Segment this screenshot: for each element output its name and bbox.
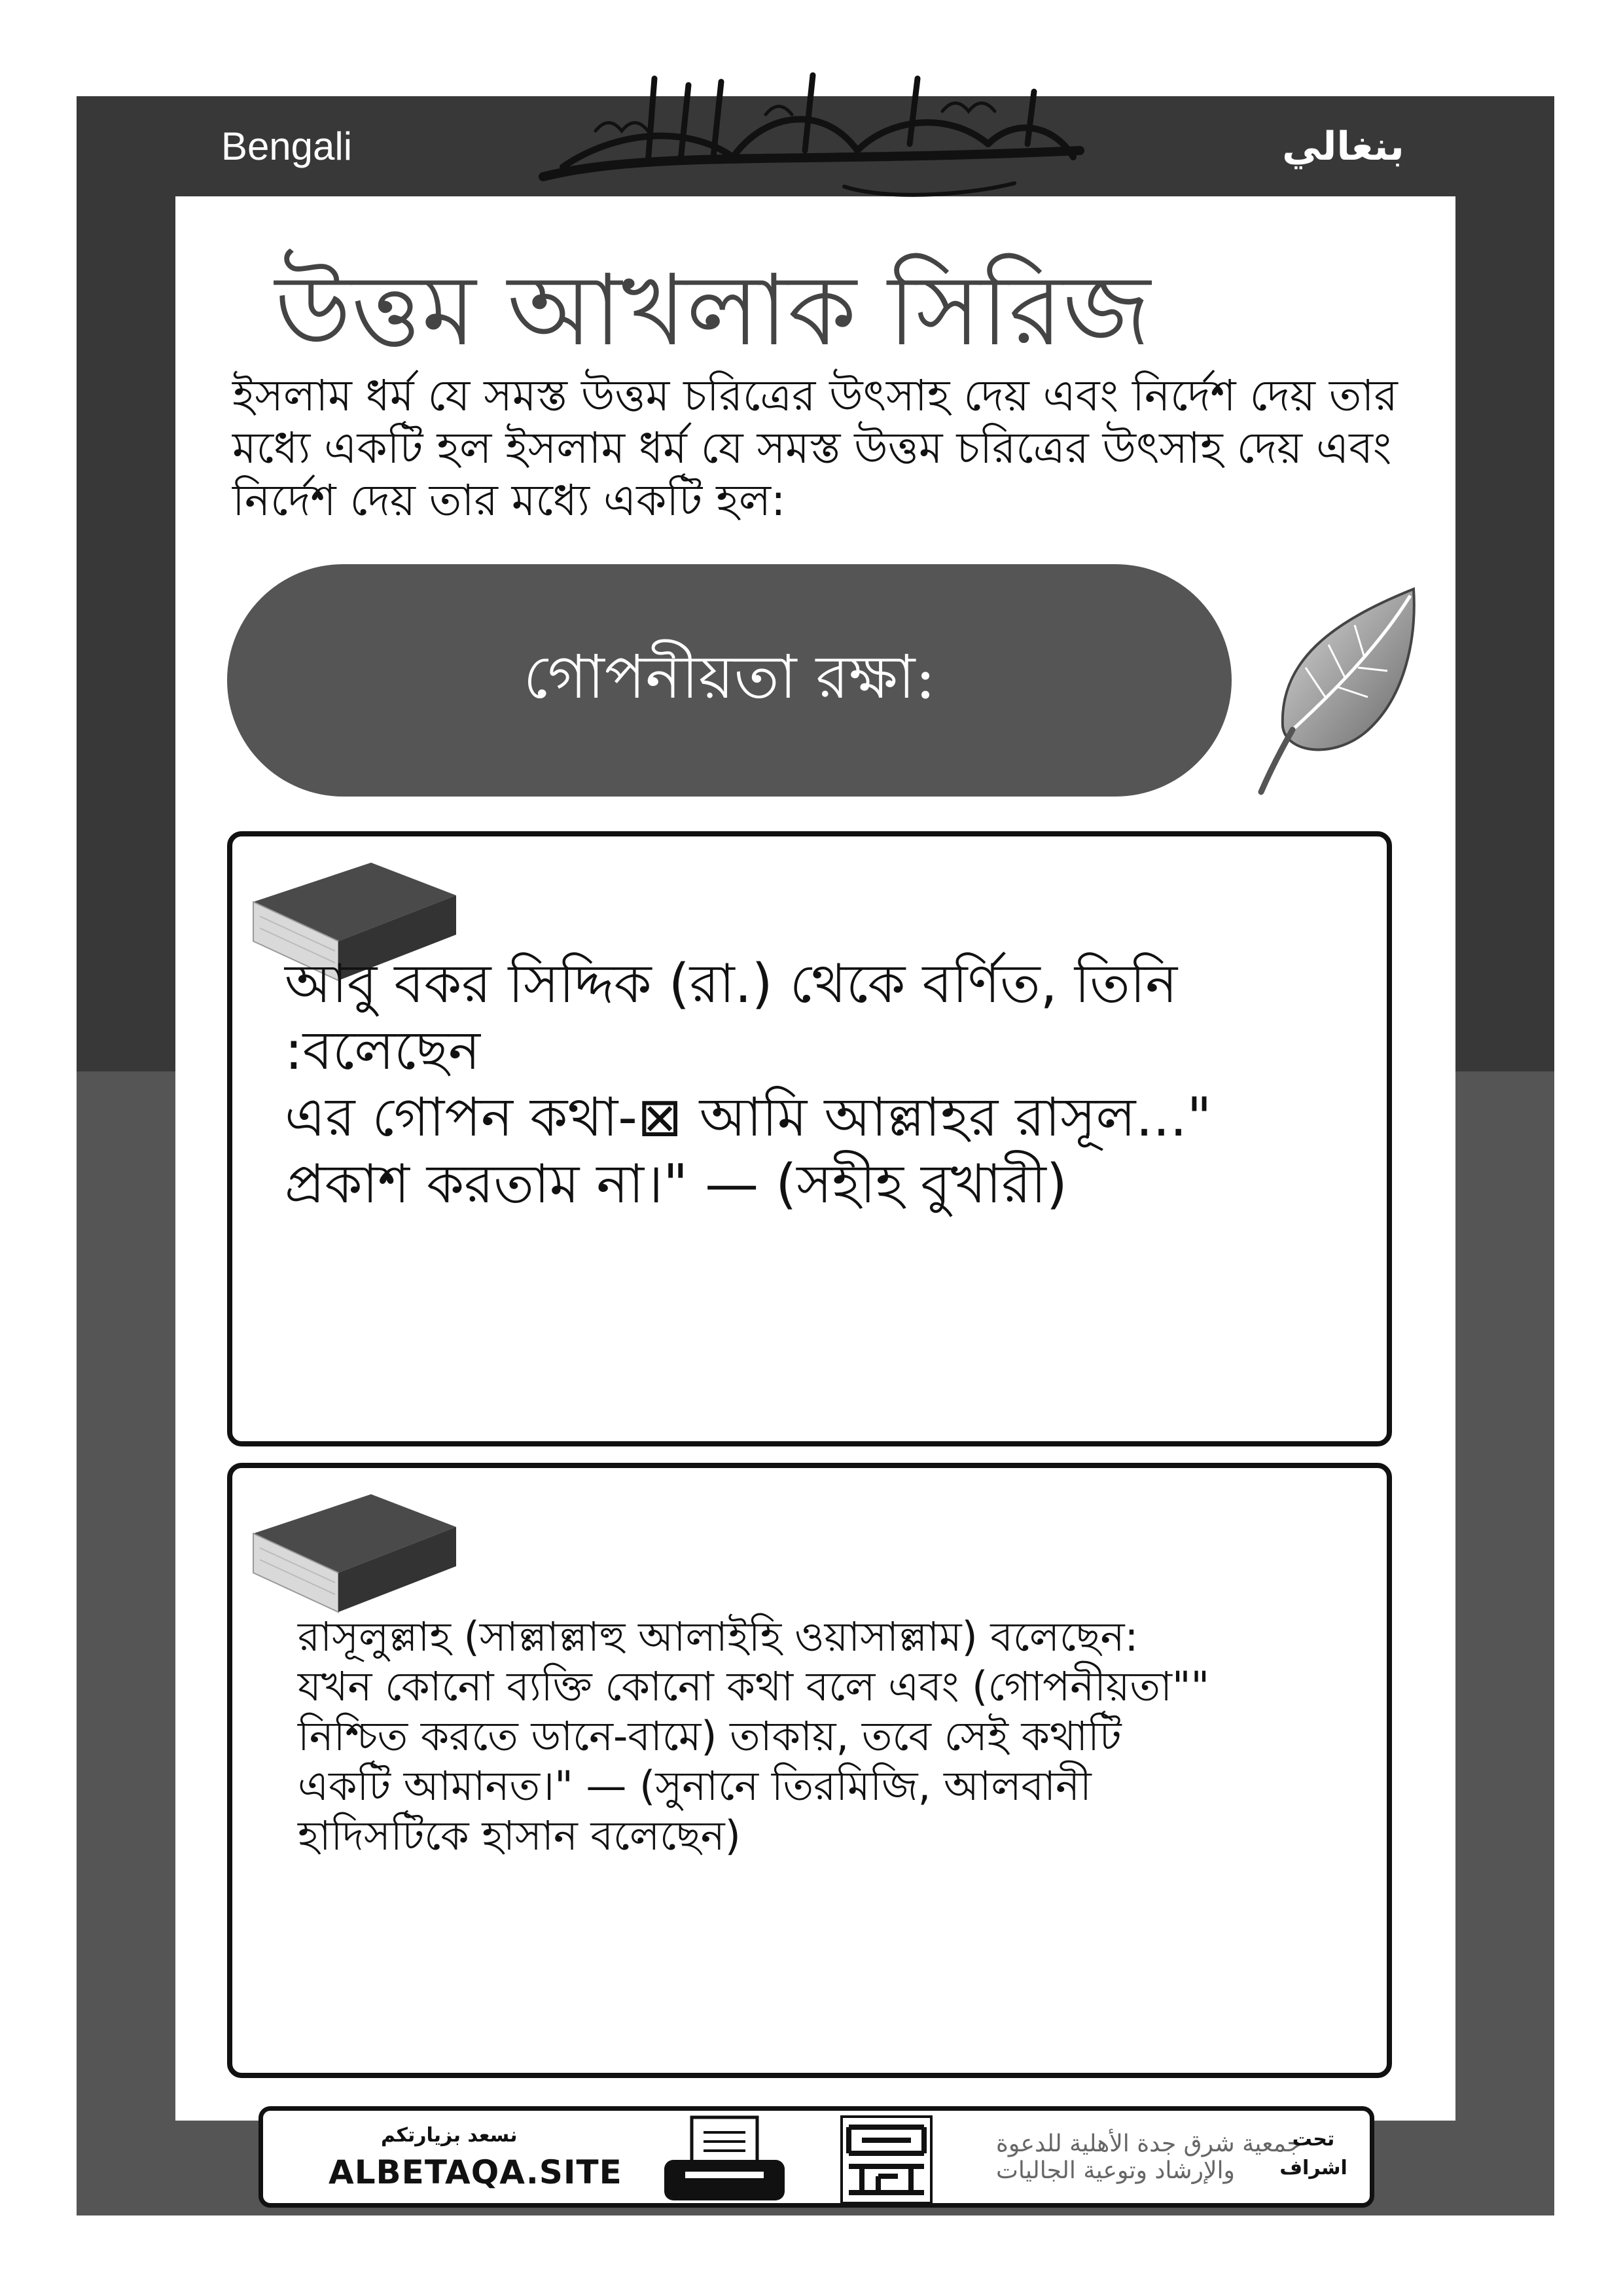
supervision-line: اشراف [1279, 2157, 1347, 2179]
hadith-1-line: এর গোপন কথা-⊠ আমি আল্লাহর রাসূল..." [285, 1086, 1212, 1149]
supervision-line: تحت [1292, 2128, 1335, 2151]
page-title: উত্তম আখলাক সিরিজ [275, 254, 1151, 368]
hadith-2-line: একটি আমানত।" — (সুনানে তিরমিজি, আলবানী [298, 1762, 1092, 1810]
footer-site-link[interactable]: ALBETAQA.SITE [329, 2153, 622, 2191]
supervision-label [1277, 2125, 1349, 2183]
intro-paragraph: ইসলাম ধর্ম যে সমস্ত উত্তম চরিত্রের উৎসাহ দেয় এবং নির্দেশ দেয় তার মধ্যে একটি হল ইসলাম ধর্ম যে সমস্ত উত্তম চরিত্রের উৎসাহ দেয় এবং নির্দেশ দেয় তার মধ্যে একটি হল: [232, 370, 1398, 526]
printer-icon [659, 2114, 790, 2206]
leaf-icon [1253, 583, 1423, 798]
hadith-1-line: আবু বকর সিদ্দিক (রা.) থেকে বর্ণিত, তিনি [285, 953, 1178, 1015]
book-icon [247, 1488, 463, 1619]
topic-banner [227, 564, 1232, 797]
language-label-arabic: بنغالي [1132, 96, 1554, 196]
footer-welcome: نسعد بزيارتكم [381, 2124, 518, 2147]
footer-bar [259, 2106, 1374, 2208]
hadith-2-text [298, 1612, 1358, 1861]
hadith-1-line: প্রকাশ করতাম না।" — (সহীহ বুখারী) [285, 1153, 1067, 1215]
dawa-seal-logo [839, 2114, 934, 2206]
hadith-2-line: হাদিসটিকে হাসান বলেছেন) [298, 1812, 741, 1859]
language-label-english: Bengali [77, 96, 497, 196]
organization-logo: جمعية شرق جدة الأهلية للدعوة والإرشاد وتوعية الجاليات [996, 2130, 1302, 2184]
topic-title: গোপনীয়তা রক্ষা: [523, 641, 936, 712]
hadith-2-line: যখন কোনো ব্যক্তি কোনো কথা বলে এবং (গোপনীয়তা"" [298, 1662, 1209, 1710]
hadith-2-line: নিশ্চিত করতে ডানে-বামে) তাকায়, তবে সেই কথাটি [298, 1712, 1122, 1760]
hadith-card-2 [227, 1463, 1392, 2078]
hadith-card-1 [227, 831, 1392, 1446]
bismillah-calligraphy [517, 52, 1106, 203]
hadith-2-line: রাসূলুল্লাহ (সাল্লাল্লাহু আলাইহি ওয়াসাল্লাম) বলেছেন: [298, 1613, 1139, 1660]
hadith-1-text [285, 951, 1371, 1218]
hadith-1-line: :বলেছেন [285, 1020, 480, 1082]
